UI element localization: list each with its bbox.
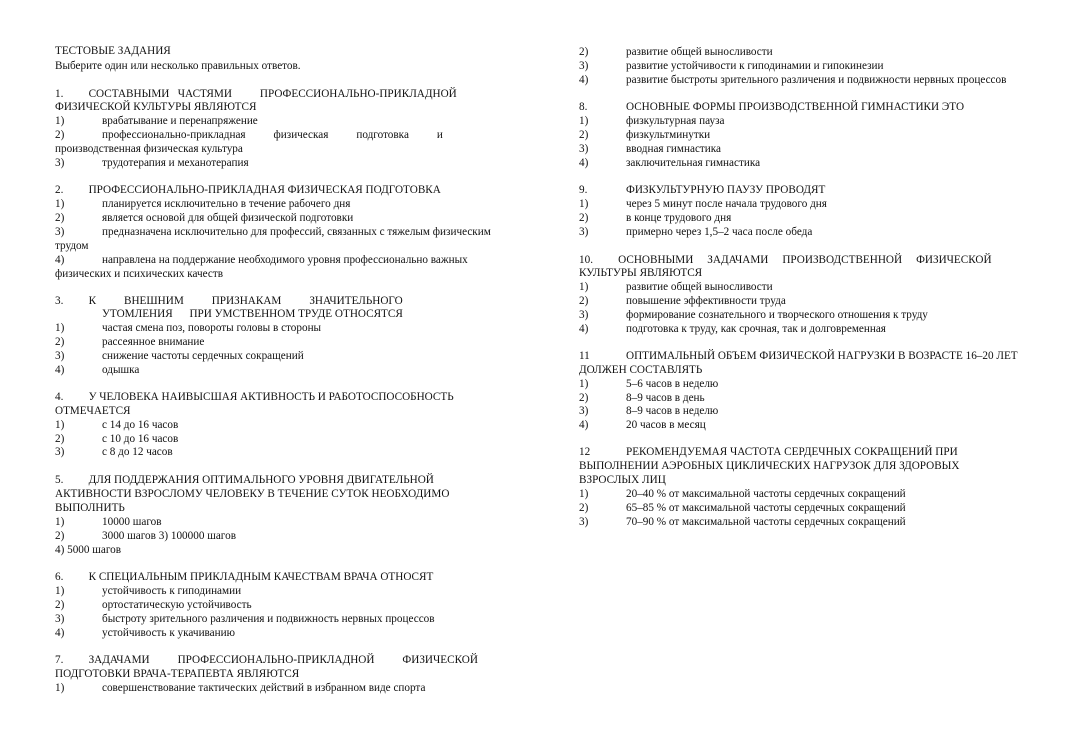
option-text: с 10 до 16 часов: [102, 433, 179, 445]
question-10-text-cont: КУЛЬТУРЫ ЯВЛЯЮТСЯ: [579, 267, 703, 279]
option-number: 1): [579, 378, 589, 390]
option-text: частая смена поз, повороты головы в стороны: [102, 322, 322, 334]
option-text: врабатывание и перенапряжение: [102, 115, 258, 127]
option-text: является основой для общей физической подготовки: [102, 212, 354, 224]
question-11-option-3: [579, 405, 1054, 419]
option-number: 2): [579, 212, 589, 224]
option-number: 3): [579, 309, 589, 321]
option-number: 4): [55, 364, 65, 376]
option-number: 1): [579, 198, 589, 210]
question-2-option-4: [55, 254, 520, 268]
instruction-text: Выберите один или несколько правильных ответов.: [55, 60, 301, 72]
option-text: развитие общей выносливости: [626, 46, 773, 58]
question-2-option-3: [55, 226, 520, 240]
question-3-option-1: [55, 322, 520, 336]
question-1-text: 1. СОСТАВНЫМИ ЧАСТЯМИ ПРОФЕССИОНАЛЬНО-ПРИКЛАДНОЙ: [55, 88, 457, 100]
option-number: 3): [55, 446, 65, 458]
question-12-text: [579, 446, 1054, 460]
option-number: 3): [579, 143, 589, 155]
question-12-text-cont: ВЫПОЛНЕНИИ АЭРОБНЫХ ЦИКЛИЧЕСКИХ НАГРУЗОК ДЛЯ ЗДОРОВЫХ: [579, 460, 960, 472]
question-11-text-cont: ДОЛЖЕН СОСТАВЛЯТЬ: [579, 364, 703, 376]
option-number: 4): [579, 323, 589, 335]
option-number: 2): [579, 129, 589, 141]
option-number: 1): [579, 281, 589, 293]
question-number: 11: [579, 350, 590, 362]
option-text: направлена на поддержание необходимого уровня профессионально важных: [102, 254, 468, 266]
option-text: формирование сознательного и творческого отношения к труду: [626, 309, 928, 321]
option-number: 1): [579, 115, 589, 127]
option-number: 2): [579, 392, 589, 404]
question-number: 8.: [579, 101, 588, 113]
question-3-option-2: [55, 336, 520, 350]
question-7-text-cont: ПОДГОТОВКИ ВРАЧА-ТЕРАПЕВТА ЯВЛЯЮТСЯ: [55, 668, 300, 680]
question-3-option-3: [55, 350, 520, 364]
question-3-text: 3. К ВНЕШНИМ ПРИЗНАКАМ ЗНАЧИТЕЛЬНОГО: [55, 295, 403, 307]
question-10-option-3: [579, 309, 1054, 323]
option-number: 1): [55, 115, 65, 127]
option-text: с 8 до 12 часов: [102, 446, 173, 458]
option-text: предназначена исключительно для профессий, связанных с тяжелым физическим: [102, 226, 491, 238]
question-1-option-2-cont: производственная физическая культура: [55, 143, 243, 155]
question-6-option-1: [55, 585, 520, 599]
option-number: 4): [55, 627, 65, 639]
question-12-option-2: [579, 502, 1054, 516]
option-number: 4): [579, 157, 589, 169]
option-number: 2): [55, 129, 65, 141]
question-title: ФИЗКУЛЬТУРНУЮ ПАУЗУ ПРОВОДЯТ: [626, 184, 826, 196]
option-text: 20–40 % от максимальной частоты сердечных сокращений: [626, 488, 906, 500]
question-6-option-2: [55, 599, 520, 613]
question-9-text: [579, 184, 1054, 198]
option-number: 3): [55, 157, 65, 169]
question-3-text-cont: УТОМЛЕНИЯ ПРИ УМСТВЕННОМ ТРУДЕ ОТНОСЯТСЯ: [102, 308, 403, 320]
option-text: 3000 шагов 3) 100000 шагов: [102, 530, 236, 542]
question-12-option-1: [579, 488, 1054, 502]
question-1-option-3: [55, 157, 520, 171]
option-text: повышение эффективности труда: [626, 295, 786, 307]
option-text: 8–9 часов в неделю: [626, 405, 719, 417]
question-title: ОПТИМАЛЬНЫЙ ОБЪЕМ ФИЗИЧЕСКОЙ НАГРУЗКИ В ВОЗРАСТЕ 16–20 ЛЕТ: [626, 350, 1018, 362]
question-2-option-4-cont: физических и психических качеств: [55, 268, 224, 280]
option-number: 3): [579, 60, 589, 72]
question-9-option-1: [579, 198, 1054, 212]
question-5-text-cont: АКТИВНОСТИ ВЗРОСЛОМУ ЧЕЛОВЕКУ В ТЕЧЕНИЕ СУТОК НЕОБХОДИМО: [55, 488, 450, 500]
question-7-option-2: [579, 46, 1054, 60]
option-number: 3): [579, 516, 589, 528]
question-5-option-2: [55, 530, 520, 544]
option-text: трудотерапия и механотерапия: [102, 157, 249, 169]
option-text: 20 часов в месяц: [626, 419, 706, 431]
question-1-text-cont: ФИЗИЧЕСКОЙ КУЛЬТУРЫ ЯВЛЯЮТСЯ: [55, 101, 257, 113]
question-7-option-4: [579, 74, 1054, 88]
option-text: через 5 минут после начала трудового дня: [626, 198, 827, 210]
question-4-text: 4. У ЧЕЛОВЕКА НАИВЫСШАЯ АКТИВНОСТЬ И РАБОТОСПОСОБНОСТЬ: [55, 391, 454, 403]
option-number: 4): [579, 74, 589, 86]
option-number: 1): [55, 198, 65, 210]
option-text: развитие общей выносливости: [626, 281, 773, 293]
question-5-option-1: [55, 516, 520, 530]
question-5-text-cont-2: ВЫПОЛНИТЬ: [55, 502, 125, 514]
question-title: РЕКОМЕНДУЕМАЯ ЧАСТОТА СЕРДЕЧНЫХ СОКРАЩЕНИЙ ПРИ: [626, 446, 958, 458]
question-title: ОСНОВНЫЕ ФОРМЫ ПРОИЗВОДСТВЕННОЙ ГИМНАСТИКИ ЭТО: [626, 101, 965, 113]
option-number: 1): [55, 419, 65, 431]
question-10-option-1: [579, 281, 1054, 295]
question-8-text: [579, 101, 1054, 115]
question-7-option-3: [579, 60, 1054, 74]
question-8-option-3: [579, 143, 1054, 157]
question-number: 12: [579, 446, 591, 458]
question-6-option-3: [55, 613, 520, 627]
option-number: 3): [55, 226, 65, 238]
question-11-option-4: [579, 419, 1054, 433]
question-10-text: 10. ОСНОВНЫМИ ЗАДАЧАМИ ПРОИЗВОДСТВЕННОЙ ФИЗИЧЕСКОЙ: [579, 254, 992, 266]
option-text: профессионально-прикладная физическая подготовка и: [102, 129, 443, 141]
question-8-option-2: [579, 129, 1054, 143]
option-text: устойчивость к гиподинамии: [102, 585, 242, 597]
question-11-option-2: [579, 392, 1054, 406]
page-title: ТЕСТОВЫЕ ЗАДАНИЯ: [55, 45, 171, 57]
option-number: 2): [55, 599, 65, 611]
option-number: 4): [579, 419, 589, 431]
option-number: 2): [55, 433, 65, 445]
question-9-option-3: [579, 226, 1054, 240]
question-7-option-1: [55, 682, 520, 696]
option-text: устойчивость к укачиванию: [102, 627, 235, 639]
option-number: 1): [55, 585, 65, 597]
question-1-option-2: [55, 129, 520, 143]
option-text: планируется исключительно в течение рабочего дня: [102, 198, 351, 210]
option-number: 1): [55, 516, 65, 528]
option-number: 4): [55, 254, 65, 266]
question-4-option-2: [55, 433, 520, 447]
option-text: в конце трудового дня: [626, 212, 732, 224]
question-8-option-1: [579, 115, 1054, 129]
question-11-text: [579, 350, 1054, 364]
question-5-option-4: 4) 5000 шагов: [55, 544, 122, 556]
question-12-option-3: [579, 516, 1054, 530]
option-number: 3): [579, 405, 589, 417]
option-number: 3): [55, 613, 65, 625]
option-text: развитие устойчивости к гиподинамии и гипокинезии: [626, 60, 884, 72]
option-number: 2): [579, 295, 589, 307]
question-3-option-4: [55, 364, 520, 378]
option-number: 3): [55, 350, 65, 362]
option-text: 65–85 % от максимальной частоты сердечных сокращений: [626, 502, 906, 514]
option-number: 2): [55, 212, 65, 224]
question-9-option-2: [579, 212, 1054, 226]
option-number: 1): [55, 682, 65, 694]
question-10-option-2: [579, 295, 1054, 309]
option-text: 8–9 часов в день: [626, 392, 705, 404]
option-number: 2): [55, 336, 65, 348]
option-number: 2): [579, 502, 589, 514]
question-2-option-2: [55, 212, 520, 226]
option-text: 10000 шагов: [102, 516, 162, 528]
question-2-text: 2. ПРОФЕССИОНАЛЬНО-ПРИКЛАДНАЯ ФИЗИЧЕСКАЯ ПОДГОТОВКА: [55, 184, 441, 196]
option-text: развитие быстроты зрительного различения и подвижности нервных процессов: [626, 74, 1007, 86]
option-text: подготовка к труду, как срочная, так и долговременная: [626, 323, 886, 335]
option-number: 3): [579, 226, 589, 238]
option-number: 2): [579, 46, 589, 58]
question-number: 9.: [579, 184, 588, 196]
question-7-text: 7. ЗАДАЧАМИ ПРОФЕССИОНАЛЬНО-ПРИКЛАДНОЙ ФИЗИЧЕСКОЙ: [55, 654, 478, 666]
question-2-option-3-cont: трудом: [55, 240, 89, 252]
option-text: примерно через 1,5–2 часа после обеда: [626, 226, 813, 238]
option-text: с 14 до 16 часов: [102, 419, 179, 431]
question-4-option-3: [55, 446, 520, 460]
question-8-option-4: [579, 157, 1054, 171]
question-5-text: 5. ДЛЯ ПОДДЕРЖАНИЯ ОПТИМАЛЬНОГО УРОВНЯ ДВИГАТЕЛЬНОЙ: [55, 474, 434, 486]
question-2-option-1: [55, 198, 520, 212]
option-number: 1): [55, 322, 65, 334]
question-11-option-1: [579, 378, 1054, 392]
question-6-text: 6. К СПЕЦИАЛЬНЫМ ПРИКЛАДНЫМ КАЧЕСТВАМ ВРАЧА ОТНОСЯТ: [55, 571, 434, 583]
option-text: вводная гимнастика: [626, 143, 722, 155]
question-10-option-4: [579, 323, 1054, 337]
option-text: снижение частоты сердечных сокращений: [102, 350, 304, 362]
option-text: физкультминутки: [626, 129, 711, 141]
question-1-option-1: [55, 115, 520, 129]
option-number: 2): [55, 530, 65, 542]
question-4-option-1: [55, 419, 520, 433]
question-12-text-cont-2: ВЗРОСЛЫХ ЛИЦ: [579, 474, 666, 486]
option-text: совершенствование тактических действий в избранном виде спорта: [102, 682, 426, 694]
option-text: 70–90 % от максимальной частоты сердечных сокращений: [626, 516, 906, 528]
option-text: одышка: [102, 364, 140, 376]
question-6-option-4: [55, 627, 520, 641]
option-text: 5–6 часов в неделю: [626, 378, 719, 390]
option-text: заключительная гимнастика: [626, 157, 761, 169]
option-text: быстроту зрительного различения и подвижность нервных процессов: [102, 613, 435, 625]
option-text: физкультурная пауза: [626, 115, 725, 127]
option-text: рассеянное внимание: [102, 336, 205, 348]
question-4-text-cont: ОТМЕЧАЕТСЯ: [55, 405, 131, 417]
option-number: 1): [579, 488, 589, 500]
option-text: ортостатическую устойчивость: [102, 599, 252, 611]
